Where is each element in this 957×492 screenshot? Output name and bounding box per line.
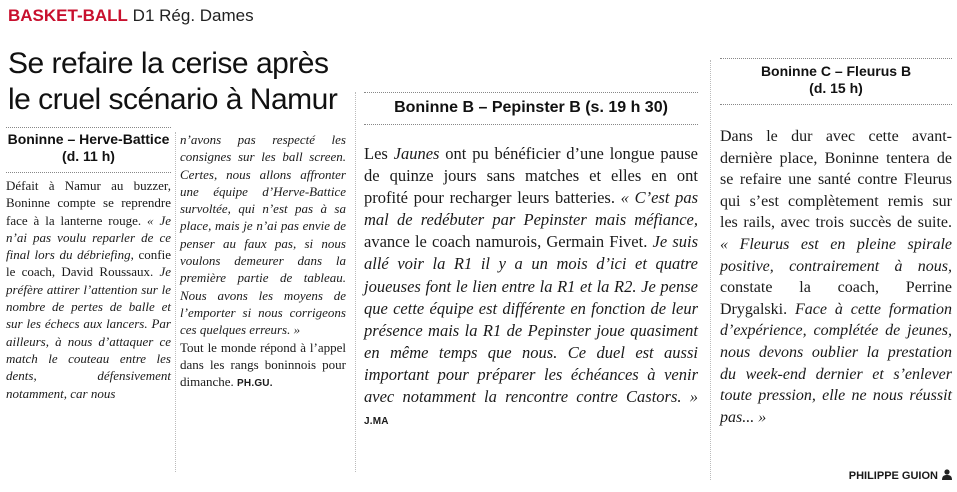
col1-quote-2: Je préfère attirer l’attention sur le nombre de pertes de balle et sur les échecs aux lancers. Par ailleurs, à nous d’attaquer ce match le couteau entre les dents, défensivement notamment, car nous — [6, 264, 171, 401]
col4-match-time: (d. 15 h) — [809, 80, 863, 96]
col4-paragraph — [720, 126, 952, 428]
col1-quote-1: « Je n’ai pas voulu reparler de ce final lors du débriefing, — [6, 212, 171, 263]
col4-text-1: Dans le dur avec cette avant-dernière place, Boninne tentera de se refaire une santé contre Fleurus qui s’est complètement remis sur les rails, avec trois succès de suite. — [720, 128, 952, 232]
col1-paragraph — [6, 177, 171, 402]
col1-col2-divider — [175, 132, 176, 472]
sport-label: BASKET-BALL — [8, 6, 128, 25]
col3-match-title: Boninne B – Pepinster B (s. 19 h 30) — [394, 99, 668, 116]
col3-paragraph — [364, 143, 698, 433]
col1-header-rule — [6, 172, 171, 173]
col3-header-rule — [364, 124, 698, 125]
col3-quote-1: « C’est pas mal de redébuter par Pepinster mais méfiance, — [364, 188, 698, 230]
col2-text: Tout le monde répond à l’appel dans les rangs boninnois pour dimanche. — [180, 339, 346, 390]
col1-body — [6, 177, 171, 402]
col1-text-1: Défait à Namur au buzzer, Boninne compte se reprendre face à la lanterne rouge. — [6, 178, 171, 228]
col4-text-2: constate la coach, Perrine Drygalski. — [720, 279, 952, 318]
col4-match-header — [720, 63, 952, 97]
col3-team-nickname: Jaunes — [393, 144, 440, 163]
col3-signature: J.MA — [364, 416, 389, 428]
col2-quote: n’avons pas respecté les consignes sur les ball screen. Certes, nous allons affronter une équipe d’Herve-Battice survoltée, qui n’est pas à sa place, mais je n’ai pas envie de penser au faux pas, si nous voulons demeurer dans la première partie de tableau. Nous avons les moyens de l’emporter si nous corrigeons ces quelques erreurs. » — [180, 132, 346, 338]
division-label: D1 Rég. Dames — [127, 6, 254, 25]
col3-top-rule — [364, 92, 698, 93]
col4-signature: PHILIPPE GUION — [848, 470, 938, 482]
col2-body — [180, 131, 346, 392]
col4-match-title: Boninne C – Fleurus B — [760, 63, 912, 79]
article-headline: Se refaire la cerise après le cruel scénario à Namur — [8, 47, 338, 116]
col4-header-rule — [720, 104, 952, 105]
col4-quote-2: Face à cette formation d’expérience, complétée de jeunes, nous devons oublier la prestation du week-end dernier et s’enlever toute pression, elle ne nous réussit pas... » — [720, 300, 952, 426]
col2-paragraph — [180, 339, 346, 393]
col2-col3-divider — [355, 92, 356, 472]
col1-match-title: Boninne – Herve-Battice — [7, 131, 170, 147]
col3-text-1: Les — [364, 144, 394, 163]
col4-quote-1: « Fleurus est en pleine spirale positive, contrairement à nous, — [720, 235, 952, 275]
col1-match-header — [6, 131, 171, 165]
col1-top-rule — [6, 127, 171, 128]
col1-match-time: (d. 11 h) — [62, 148, 115, 164]
col4-top-rule — [720, 58, 952, 59]
section-kicker — [8, 6, 254, 26]
col3-text-2: ont pu bénéficier d’une longue pause de quinze jours sans matches et elles en ont profité pour recharger leurs batteries. — [364, 144, 698, 208]
person-icon — [942, 469, 952, 480]
col2-signature: PH.GU. — [237, 378, 273, 390]
col1-text-2: confie le coach, David Roussaux. — [6, 247, 172, 280]
col3-quote-2: Je suis allé voir la R1 il y a un mois d’ici et quatre joueuses font le lien entre la R1 et la R2. Je pense que cette équipe est différente en fonction de leur présence mais la R1 de Pepinster joue quasiment en même temps que nous. Ce duel est aussi important pour préparer les échéances à venir avec notamment la rencontre contre Castors. » — [364, 232, 698, 407]
col3-body — [364, 143, 698, 433]
col3-text-3: avance le coach namurois, Germain Fivet. — [364, 232, 653, 252]
col4-body — [720, 126, 952, 428]
col3-col4-divider — [710, 60, 711, 480]
col3-match-header — [364, 97, 698, 119]
col4-byline — [720, 466, 952, 484]
